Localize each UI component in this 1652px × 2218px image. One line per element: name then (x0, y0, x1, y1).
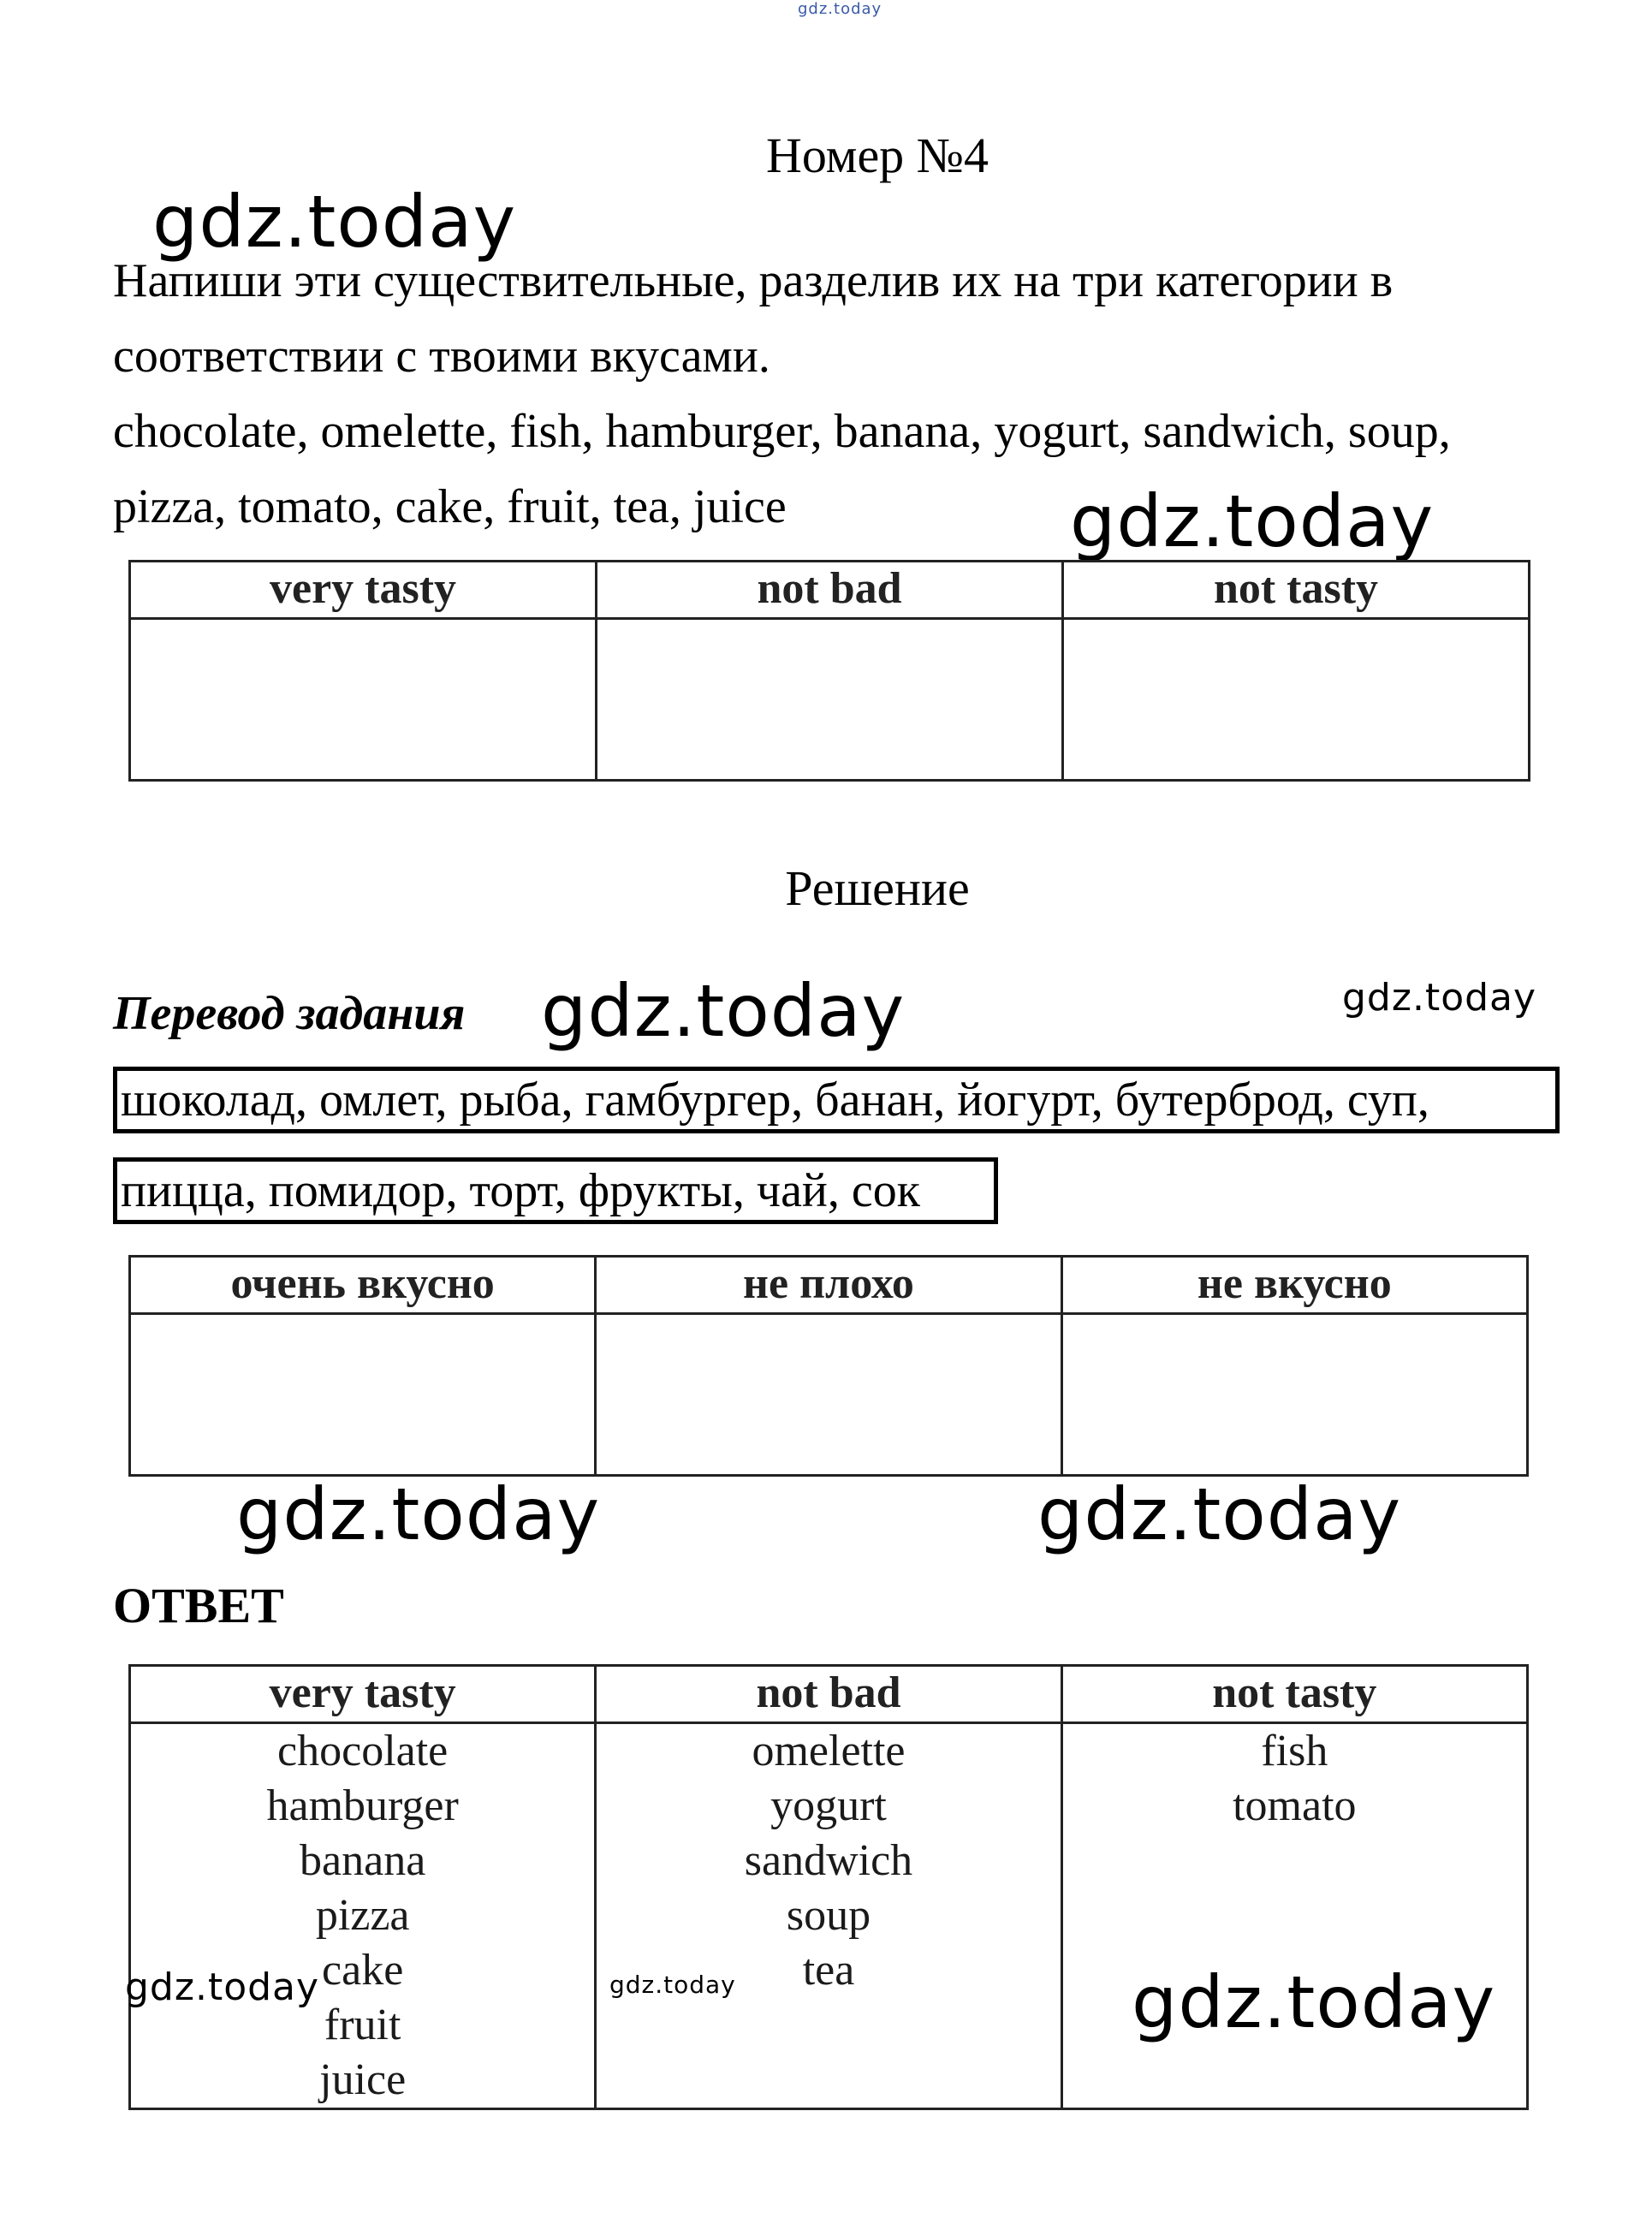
answer-word: pizza (315, 1891, 410, 1940)
watermark-top: gdz.today (798, 0, 882, 18)
answer-word: hamburger (266, 1781, 459, 1830)
watermark: gdz.today (1342, 976, 1537, 1020)
answer-column-very-tasty (130, 1723, 596, 2109)
translation-table-header: не плохо (596, 1257, 1061, 1314)
answer-word: chocolate (277, 1727, 449, 1775)
task-table-cell (597, 619, 1063, 781)
translation-table-cell (596, 1314, 1061, 1476)
answer-word: fish (1261, 1727, 1328, 1775)
translation-table-cell (130, 1314, 596, 1476)
task-line-1: Напиши эти существительные, разделив их на три категории в (113, 254, 1394, 307)
page-title: Номер №4 (765, 128, 989, 183)
answer-column-not-bad (596, 1723, 1061, 2109)
answer-table-header: not tasty (1061, 1666, 1527, 1723)
answer-word: fruit (324, 2001, 401, 2049)
task-table-cell (1063, 619, 1530, 781)
task-line-2: соответствии с твоими вкусами. (113, 330, 770, 383)
translation-table-header: не вкусно (1061, 1257, 1527, 1314)
watermark: gdz.today (1070, 479, 1435, 563)
translation-line-1: шоколад, омлет, рыба, гамбургер, банан, йогурт, бутерброд, суп, (113, 1067, 1560, 1133)
watermark: gdz.today (152, 180, 517, 264)
watermark: gdz.today (236, 1472, 601, 1556)
task-table-header: not tasty (1063, 562, 1530, 619)
answer-word: tea (802, 1946, 855, 1995)
answer-table-header: not bad (596, 1666, 1061, 1723)
answer-word: soup (786, 1891, 871, 1940)
translation-table-cell (1061, 1314, 1527, 1476)
answer-word: omelette (752, 1727, 906, 1775)
translation-heading: Перевод задания (113, 987, 466, 1040)
task-table (128, 560, 1530, 782)
answer-word: banana (300, 1836, 426, 1885)
watermark: gdz.today (1037, 1472, 1402, 1556)
task-table-header: not bad (597, 562, 1063, 619)
answer-table-header: very tasty (130, 1666, 596, 1723)
task-line-4: pizza, tomato, cake, fruit, tea, juice (113, 480, 787, 533)
answer-heading: ОТВЕТ (113, 1578, 284, 1633)
answer-word: cake (322, 1946, 404, 1995)
answer-word: sandwich (744, 1836, 913, 1885)
watermark: gdz.today (125, 1965, 320, 2009)
answer-word: juice (319, 2055, 407, 2104)
answer-column-not-tasty (1061, 1723, 1527, 2109)
watermark: gdz.today (609, 1971, 736, 1999)
watermark: gdz.today (1132, 1960, 1496, 2044)
translation-table-header: очень вкусно (130, 1257, 596, 1314)
solution-heading: Решение (785, 860, 970, 916)
watermark: gdz.today (541, 969, 906, 1053)
answer-word: tomato (1233, 1781, 1357, 1830)
task-table-cell (130, 619, 597, 781)
task-line-3: chocolate, omelette, fish, hamburger, banana, yogurt, sandwich, soup, (113, 405, 1451, 458)
task-table-header: very tasty (130, 562, 597, 619)
translation-line-2: пицца, помидор, торт, фрукты, чай, сок (113, 1157, 998, 1224)
answer-word: yogurt (770, 1781, 887, 1830)
translation-table (128, 1255, 1529, 1477)
